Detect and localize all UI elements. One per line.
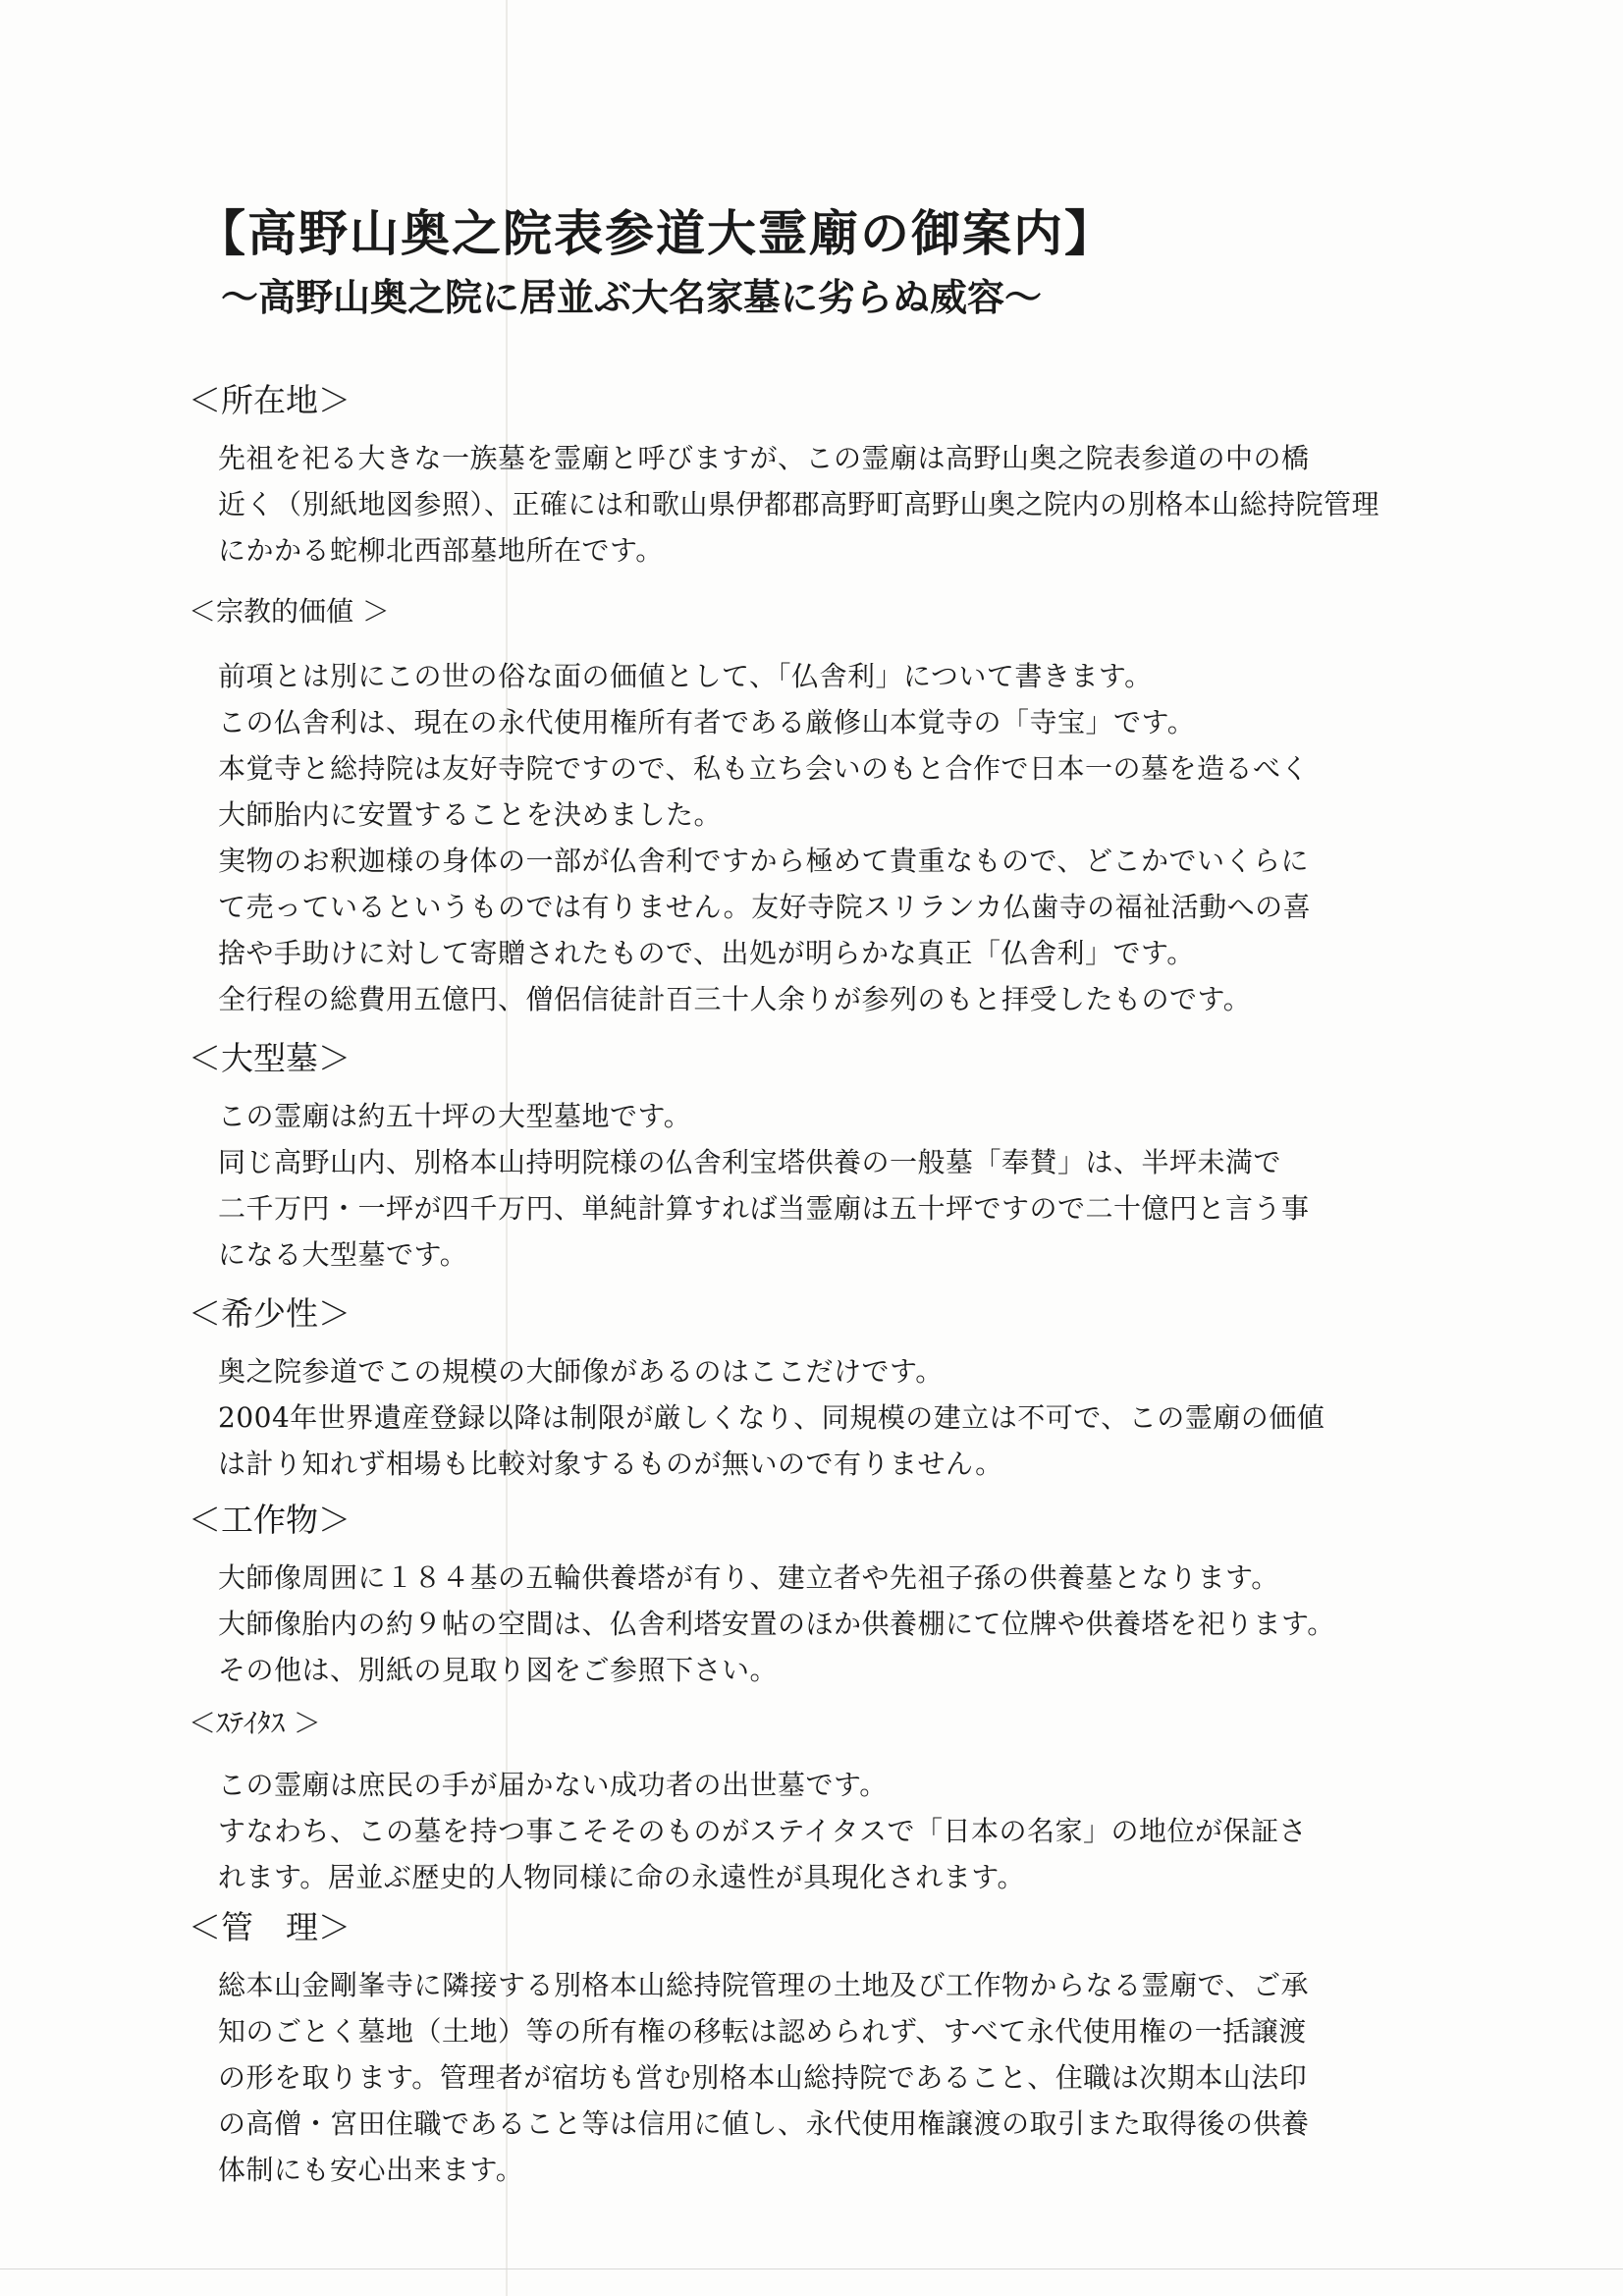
- body-line: その他は、別紙の見取り図をご参照下さい。: [218, 1654, 779, 1686]
- section-heading: ＜ｽﾃｲﾀｽ ＞: [189, 1707, 321, 1739]
- body-line: 体制にも安心出来ます。: [218, 2154, 524, 2186]
- section-heading: ＜所在地＞: [189, 381, 351, 419]
- body-line: すなわち、この墓を持つ事こそそのものがステイタスで「日本の名家」の地位が保証さ: [218, 1815, 1307, 1847]
- body-line: 2004年世界遺産登録以降は制限が厳しくなり、同規模の建立は不可で、この霊廟の価値: [218, 1401, 1325, 1434]
- body-line: 近く（別紙地図参照）、正確には和歌山県伊都郡高野町高野山奥之院内の別格本山総持院管理: [218, 488, 1380, 520]
- body-line: この霊廟は庶民の手が届かない成功者の出世墓です。: [218, 1769, 888, 1801]
- section-body: [218, 1555, 1335, 1693]
- body-line: 実物のお釈迦様の身体の一部が仏舎利ですから極めて貴重なもので、どこかでいくらに: [218, 845, 1309, 877]
- body-line: の形を取ります。管理者が宿坊も営む別格本山総持院であること、住職は次期本山法印: [218, 2061, 1308, 2094]
- section-large-tomb: [191, 1036, 1310, 1278]
- body-line: 二千万円・一坪が四千万円、単純計算すれば当霊廟は五十坪ですので二十億円と言う事: [218, 1192, 1310, 1225]
- document-subtitle: ～高野山奥之院に居並ぶ大名家墓に劣らぬ威容～: [221, 275, 1043, 319]
- document-title: 【高野山奥之院表参道大霊廟の御案内】: [196, 204, 1115, 262]
- section-management: [191, 1905, 1310, 2193]
- section-body: [218, 1348, 1325, 1487]
- body-line: 知のごとく墓地（土地）等の所有権の移転は認められず、すべて永代使用権の一括譲渡: [218, 2015, 1307, 2048]
- section-status: [191, 1701, 1307, 1900]
- body-line: て売っているというものでは有りません。友好寺院スリランカ仏歯寺の福祉活動への喜: [218, 891, 1312, 923]
- body-line: 奥之院参道でこの規模の大師像があるのはここだけです。: [218, 1355, 944, 1388]
- body-line: 大師像胎内の約９帖の空間は、仏舎利塔安置のほか供養棚にて位牌や供養塔を祀ります。: [218, 1608, 1335, 1640]
- body-line: この仏舎利は、現在の永代使用権所有者である厳修山本覚寺の「寺宝」です。: [218, 706, 1196, 738]
- section-rarity: [191, 1291, 1325, 1487]
- body-line: にかかる蛇柳北西部墓地所在です。: [218, 534, 664, 567]
- body-line: 同じ高野山内、別格本山持明院様の仏舎利宝塔供養の一般墓「奉賛」は、半坪未満で: [218, 1146, 1282, 1178]
- section-heading: ＜管 理＞: [189, 1908, 351, 1946]
- section-body: [218, 435, 1380, 574]
- body-line: は計り知れず相場も比較対象するものが無いので有りません。: [218, 1448, 1003, 1480]
- section-heading: ＜希少性＞: [189, 1294, 351, 1333]
- section-heading: ＜工作物＞: [189, 1501, 351, 1539]
- body-line: の高僧・宮田住職であること等は信用に値し、永代使用権譲渡の取引また取得後の供養: [218, 2107, 1310, 2140]
- body-line: 大師胎内に安置することを決めました。: [218, 798, 723, 831]
- body-line: 全行程の総費用五億円、僧侶信徒計百三十人余りが参列のもと拝受したものです。: [218, 983, 1252, 1015]
- body-line: 大師像周囲に１８４基の五輪供養塔が有り、建立者や先祖子孫の供養墓となります。: [218, 1561, 1279, 1594]
- body-line: 総本山金剛峯寺に隣接する別格本山総持院管理の土地及び工作物からなる霊廟で、ご承: [218, 1969, 1309, 2001]
- section-body: [218, 653, 1311, 1022]
- section-structures: [191, 1498, 1335, 1693]
- body-line: この霊廟は約五十坪の大型墓地です。: [218, 1100, 692, 1132]
- body-line: 本覚寺と総持院は友好寺院ですので、私も立ち会いのもと合作で日本一の墓を造るべく: [218, 752, 1309, 785]
- section-body: [218, 1093, 1310, 1278]
- body-line: 前項とは別にこの世の俗な面の価値として、「仏舎利」について書きます。: [218, 660, 1153, 692]
- section-location: [191, 378, 1380, 574]
- body-line: 先祖を祀る大きな一族墓を霊廟と呼びますが、この霊廟は高野山奥之院表参道の中の橋: [218, 442, 1310, 474]
- section-heading: ＜大型墓＞: [189, 1039, 351, 1077]
- section-body: [218, 1962, 1310, 2193]
- body-line: 捨や手助けに対して寄贈されたもので、出処が明らかな真正「仏舎利」です。: [218, 937, 1195, 969]
- body-line: になる大型墓です。: [218, 1238, 468, 1271]
- section-heading: ＜宗教的価値 ＞: [189, 595, 390, 628]
- body-line: れます。居並ぶ歴史的人物同様に命の永遠性が具現化されます。: [218, 1861, 1026, 1893]
- section-body: [218, 1762, 1307, 1900]
- section-religious-value: [191, 589, 1311, 1022]
